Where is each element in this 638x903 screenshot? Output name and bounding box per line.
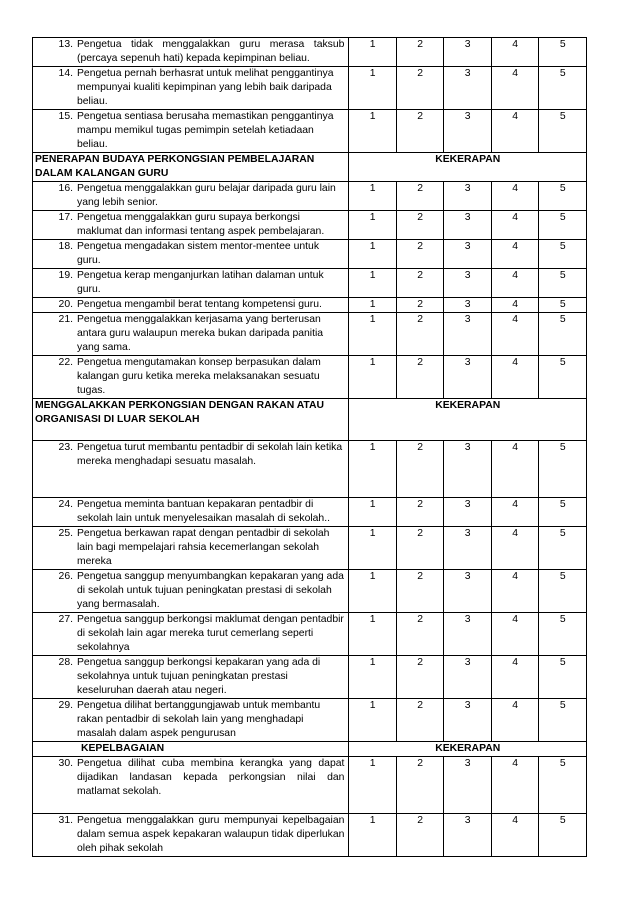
rating-option-5[interactable]: 5 — [539, 356, 587, 399]
question-text: Pengetua turut membantu pentadbir di sekolah lain ketika mereka menghadapi sesuatu masalah. — [77, 442, 343, 467]
rating-option-4[interactable]: 4 — [491, 757, 539, 814]
question-number: 30. — [58, 758, 73, 769]
question-cell — [33, 757, 349, 814]
question-cell — [33, 110, 349, 153]
rating-option-1[interactable]: 1 — [349, 67, 397, 110]
question-text: Pengetua dilihat bertanggungjawab untuk membantu rakan pentadbir di sekolah lain yang menghadapi masalah dalam aspek pengurusan — [77, 700, 321, 739]
questionnaire-body — [33, 38, 587, 857]
rating-option-1[interactable]: 1 — [349, 613, 397, 656]
question-row — [33, 211, 587, 240]
rating-option-5[interactable]: 5 — [539, 240, 587, 269]
rating-option-4[interactable]: 4 — [491, 313, 539, 356]
section-title: MENGGALAKKAN PERKONGSIAN DENGAN RAKAN ATAU ORGANISASI DI LUAR SEKOLAH — [33, 399, 349, 441]
rating-option-4[interactable]: 4 — [491, 527, 539, 570]
rating-option-4[interactable]: 4 — [491, 498, 539, 527]
rating-option-4[interactable]: 4 — [491, 699, 539, 742]
question-text: Pengetua sanggup berkongsi kepakaran yang ada di sekolahnya untuk tujuan peningkatan prestasi keseluruhan daerah atau negeri. — [77, 657, 321, 696]
rating-option-4[interactable]: 4 — [491, 110, 539, 153]
rating-option-4[interactable]: 4 — [491, 356, 539, 399]
rating-option-2[interactable]: 2 — [396, 498, 444, 527]
question-number: 27. — [58, 614, 73, 625]
rating-option-2[interactable]: 2 — [396, 211, 444, 240]
question-row — [33, 757, 587, 814]
frequency-header: KEKERAPAN — [349, 153, 587, 182]
question-number: 23. — [58, 442, 73, 453]
question-number: 31. — [58, 815, 73, 826]
question-text: Pengetua tidak menggalakkan guru merasa taksub (percaya sepenuh hati) kepada kepimpinan beliau. — [77, 39, 345, 64]
question-number: 22. — [58, 357, 73, 368]
frequency-header: KEKERAPAN — [349, 399, 587, 441]
rating-option-3[interactable]: 3 — [444, 110, 492, 153]
frequency-header: KEKERAPAN — [349, 742, 587, 757]
question-cell — [33, 613, 349, 656]
rating-option-5[interactable]: 5 — [539, 613, 587, 656]
section-title: KEPELBAGAIAN — [33, 742, 349, 757]
question-cell — [33, 67, 349, 110]
rating-option-2[interactable]: 2 — [396, 441, 444, 498]
rating-option-2[interactable]: 2 — [396, 298, 444, 313]
rating-option-4[interactable]: 4 — [491, 613, 539, 656]
rating-option-4[interactable]: 4 — [491, 38, 539, 67]
rating-option-1[interactable]: 1 — [349, 110, 397, 153]
rating-option-5[interactable]: 5 — [539, 527, 587, 570]
rating-option-5[interactable]: 5 — [539, 110, 587, 153]
question-text: Pengetua menggalakkan guru supaya berkongsi maklumat dan informasi tentang aspek pembelajaran. — [77, 212, 325, 237]
question-row — [33, 67, 587, 110]
rating-option-1[interactable]: 1 — [349, 656, 397, 699]
question-row — [33, 298, 587, 313]
rating-option-2[interactable]: 2 — [396, 613, 444, 656]
rating-option-3[interactable]: 3 — [444, 527, 492, 570]
rating-option-5[interactable]: 5 — [539, 182, 587, 211]
rating-option-3[interactable]: 3 — [444, 570, 492, 613]
rating-option-3[interactable]: 3 — [444, 613, 492, 656]
question-row — [33, 110, 587, 153]
rating-option-5[interactable]: 5 — [539, 441, 587, 498]
rating-option-1[interactable]: 1 — [349, 38, 397, 67]
rating-option-3[interactable]: 3 — [444, 211, 492, 240]
section-header-row — [33, 153, 587, 182]
rating-option-5[interactable]: 5 — [539, 757, 587, 814]
question-cell — [33, 441, 349, 498]
rating-option-2[interactable]: 2 — [396, 269, 444, 298]
rating-option-2[interactable]: 2 — [396, 110, 444, 153]
question-row — [33, 570, 587, 613]
rating-option-1[interactable]: 1 — [349, 498, 397, 527]
question-text: Pengetua meminta bantuan kepakaran pentadbir di sekolah lain untuk menyelesaikan masalah di sekolah.. — [77, 499, 330, 524]
question-row — [33, 240, 587, 269]
question-row — [33, 527, 587, 570]
rating-option-5[interactable]: 5 — [539, 656, 587, 699]
rating-option-3[interactable]: 3 — [444, 67, 492, 110]
question-number: 19. — [58, 270, 73, 281]
rating-option-3[interactable]: 3 — [444, 757, 492, 814]
rating-option-3[interactable]: 3 — [444, 182, 492, 211]
question-cell — [33, 814, 349, 857]
question-number: 25. — [58, 528, 73, 539]
rating-option-4[interactable]: 4 — [491, 182, 539, 211]
section-header-row — [33, 742, 587, 757]
question-row — [33, 313, 587, 356]
question-row — [33, 356, 587, 399]
question-text: Pengetua dilihat cuba membina kerangka yang dapat dijadikan landasan kepada perkongsian nilai dan matlamat sekolah. — [77, 758, 345, 797]
question-number: 18. — [58, 241, 73, 252]
question-text: Pengetua mengutamakan konsep berpasukan dalam kalangan guru ketika mereka melaksanakan sesuatu tugas. — [77, 357, 321, 396]
question-cell — [33, 570, 349, 613]
rating-option-1[interactable]: 1 — [349, 757, 397, 814]
rating-option-3[interactable]: 3 — [444, 38, 492, 67]
rating-option-2[interactable]: 2 — [396, 656, 444, 699]
rating-option-1[interactable]: 1 — [349, 356, 397, 399]
rating-option-2[interactable]: 2 — [396, 527, 444, 570]
rating-option-3[interactable]: 3 — [444, 298, 492, 313]
rating-option-1[interactable]: 1 — [349, 699, 397, 742]
rating-option-5[interactable]: 5 — [539, 211, 587, 240]
rating-option-1[interactable]: 1 — [349, 269, 397, 298]
question-text: Pengetua kerap menganjurkan latihan dalaman untuk guru. — [77, 270, 324, 295]
question-number: 14. — [58, 68, 73, 79]
rating-option-3[interactable]: 3 — [444, 498, 492, 527]
rating-option-3[interactable]: 3 — [444, 356, 492, 399]
question-row — [33, 182, 587, 211]
rating-option-5[interactable]: 5 — [539, 570, 587, 613]
rating-option-2[interactable]: 2 — [396, 814, 444, 857]
rating-option-5[interactable]: 5 — [539, 269, 587, 298]
rating-option-2[interactable]: 2 — [396, 182, 444, 211]
rating-option-4[interactable]: 4 — [491, 211, 539, 240]
rating-option-5[interactable]: 5 — [539, 38, 587, 67]
question-text: Pengetua berkawan rapat dengan pentadbir di sekolah lain bagi mempelajari rahsia kecemerlangan sekolah mereka — [77, 528, 330, 567]
rating-option-1[interactable]: 1 — [349, 527, 397, 570]
question-number: 13. — [58, 39, 73, 50]
rating-option-2[interactable]: 2 — [396, 240, 444, 269]
rating-option-3[interactable]: 3 — [444, 240, 492, 269]
rating-option-5[interactable]: 5 — [539, 313, 587, 356]
question-number: 20. — [58, 299, 73, 310]
question-number: 24. — [58, 499, 73, 510]
rating-option-4[interactable]: 4 — [491, 298, 539, 313]
question-row — [33, 38, 587, 67]
question-number: 29. — [58, 700, 73, 711]
question-number: 16. — [58, 183, 73, 194]
question-text: Pengetua sanggup menyumbangkan kepakaran yang ada di sekolah untuk tujuan peningkatan prestasi di sekolah yang bermasalah. — [77, 571, 344, 610]
question-row — [33, 498, 587, 527]
rating-option-1[interactable]: 1 — [349, 240, 397, 269]
rating-option-1[interactable]: 1 — [349, 211, 397, 240]
question-row — [33, 269, 587, 298]
rating-option-5[interactable]: 5 — [539, 814, 587, 857]
rating-option-2[interactable]: 2 — [396, 699, 444, 742]
question-number: 21. — [58, 314, 73, 325]
question-text: Pengetua mengambil berat tentang kompetensi guru. — [77, 299, 322, 310]
rating-option-3[interactable]: 3 — [444, 699, 492, 742]
question-text: Pengetua mengadakan sistem mentor-mentee untuk guru. — [77, 241, 320, 266]
question-number: 26. — [58, 571, 73, 582]
rating-option-1[interactable]: 1 — [349, 298, 397, 313]
question-cell — [33, 240, 349, 269]
rating-option-4[interactable]: 4 — [491, 814, 539, 857]
question-cell — [33, 699, 349, 742]
question-text: Pengetua menggalakkan kerjasama yang berterusan antara guru walaupun mereka bukan daripada panitia yang sama. — [77, 314, 324, 353]
rating-option-1[interactable]: 1 — [349, 814, 397, 857]
rating-option-2[interactable]: 2 — [396, 67, 444, 110]
question-cell — [33, 356, 349, 399]
rating-option-2[interactable]: 2 — [396, 313, 444, 356]
rating-option-5[interactable]: 5 — [539, 699, 587, 742]
questionnaire-table — [32, 37, 587, 857]
question-text: Pengetua sanggup berkongsi maklumat dengan pentadbir di sekolah lain agar mereka turut cemerlang seperti sekolahnya — [77, 614, 344, 653]
question-row — [33, 814, 587, 857]
rating-option-4[interactable]: 4 — [491, 269, 539, 298]
rating-option-1[interactable]: 1 — [349, 182, 397, 211]
question-cell — [33, 656, 349, 699]
question-cell — [33, 298, 349, 313]
rating-option-5[interactable]: 5 — [539, 67, 587, 110]
rating-option-1[interactable]: 1 — [349, 570, 397, 613]
rating-option-3[interactable]: 3 — [444, 814, 492, 857]
question-cell — [33, 182, 349, 211]
rating-option-4[interactable]: 4 — [491, 240, 539, 269]
question-row — [33, 656, 587, 699]
rating-option-4[interactable]: 4 — [491, 67, 539, 110]
rating-option-2[interactable]: 2 — [396, 356, 444, 399]
rating-option-3[interactable]: 3 — [444, 441, 492, 498]
question-cell — [33, 211, 349, 240]
question-row — [33, 441, 587, 498]
question-text: Pengetua menggalakkan guru mempunyai kepelbagaian dalam semua aspek kepakaran walaupun tidak diperlukan oleh pihak sekolah — [77, 815, 345, 854]
section-title: PENERAPAN BUDAYA PERKONGSIAN PEMBELAJARAN DALAM KALANGAN GURU — [33, 153, 349, 182]
question-cell — [33, 498, 349, 527]
question-number: 17. — [58, 212, 73, 223]
question-row — [33, 699, 587, 742]
rating-option-3[interactable]: 3 — [444, 269, 492, 298]
rating-option-3[interactable]: 3 — [444, 313, 492, 356]
question-number: 15. — [58, 111, 73, 122]
question-cell — [33, 527, 349, 570]
rating-option-5[interactable]: 5 — [539, 298, 587, 313]
section-header-row — [33, 399, 587, 441]
rating-option-4[interactable]: 4 — [491, 570, 539, 613]
rating-option-3[interactable]: 3 — [444, 656, 492, 699]
question-cell — [33, 313, 349, 356]
question-number: 28. — [58, 657, 73, 668]
question-text: Pengetua menggalakkan guru belajar daripada guru lain yang lebih senior. — [77, 183, 336, 208]
rating-option-4[interactable]: 4 — [491, 656, 539, 699]
rating-option-2[interactable]: 2 — [396, 570, 444, 613]
question-cell — [33, 269, 349, 298]
question-cell — [33, 38, 349, 67]
question-row — [33, 613, 587, 656]
rating-option-2[interactable]: 2 — [396, 38, 444, 67]
rating-option-1[interactable]: 1 — [349, 313, 397, 356]
rating-option-4[interactable]: 4 — [491, 441, 539, 498]
question-text: Pengetua pernah berhasrat untuk melihat penggantinya mempunyai kualiti kepimpinan yang lebih baik daripada beliau. — [77, 68, 334, 107]
rating-option-5[interactable]: 5 — [539, 498, 587, 527]
rating-option-2[interactable]: 2 — [396, 757, 444, 814]
question-text: Pengetua sentiasa berusaha memastikan penggantinya mampu memikul tugas pemimpin setelah ketiadaan beliau. — [77, 111, 334, 150]
rating-option-1[interactable]: 1 — [349, 441, 397, 498]
